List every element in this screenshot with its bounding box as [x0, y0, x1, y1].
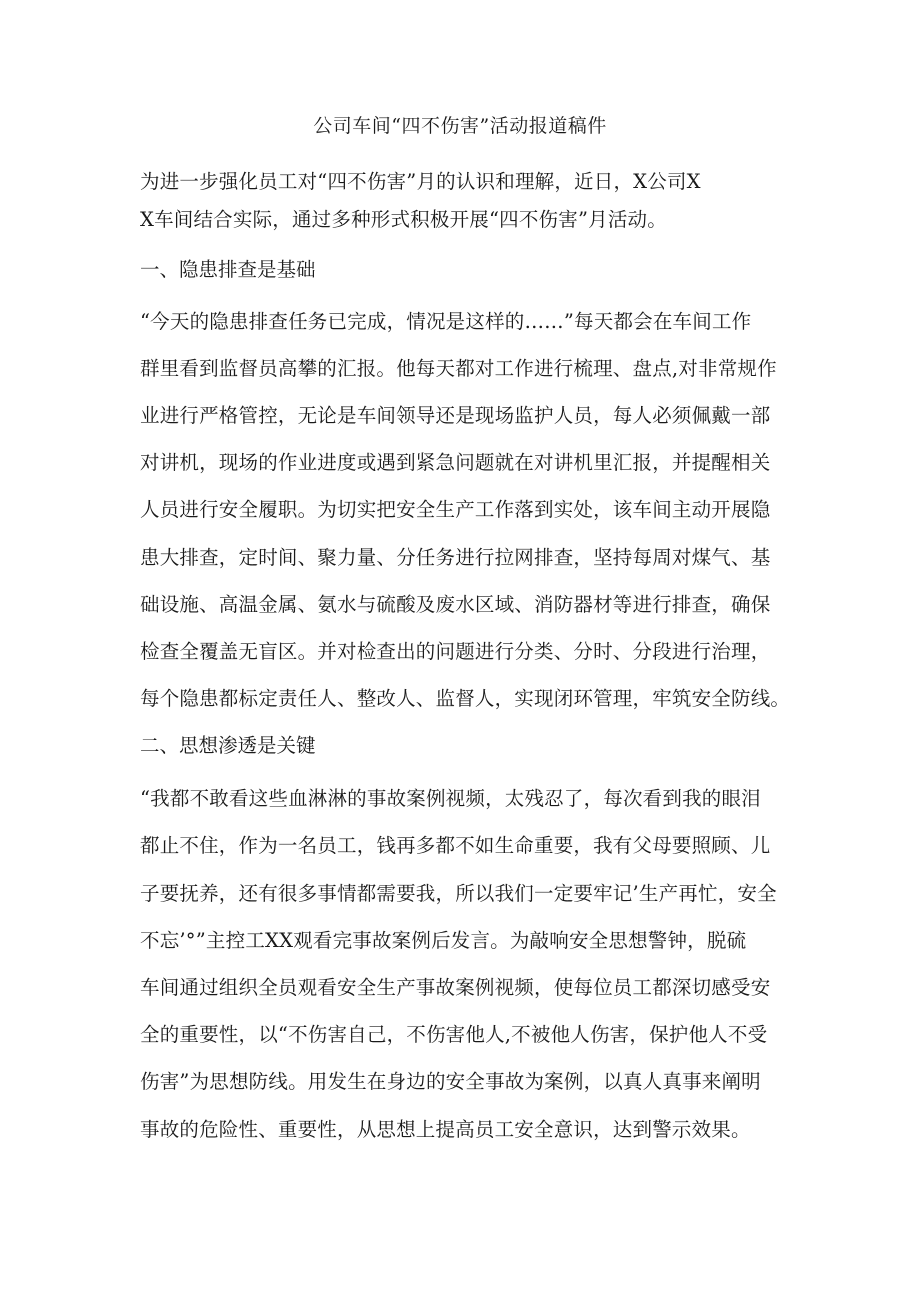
paragraph-line: 不忘’°”主控工XX观看完事故案例后发言。为敲响安全思想警钟，脱硫 — [140, 929, 747, 952]
intro-line: X车间结合实际，通过多种形式积极开展“四不伤害”月活动。 — [140, 208, 667, 231]
paragraph-line: 都止不住，作为一名员工，钱再多都不如生命重要，我有父母要照顾、儿 — [140, 834, 771, 857]
intro-line: 为进一步强化员工对“四不伤害”月的认识和理解，近日，X公司X — [140, 170, 701, 193]
paragraph-line: “今天的隐患排查任务已完成，情况是这样的……”每天都会在车间工作 — [140, 310, 752, 333]
paragraph-line: 群里看到监督员高攀的汇报。他每天都对工作进行梳理、盘点,对非常规作 — [140, 357, 777, 380]
paragraph-line: 事故的危险性、重要性，从思想上提高员工安全意识，达到警示效果。 — [140, 1118, 751, 1141]
paragraph-line: 业进行严格管控，无论是车间领导还是现场监护人员，每人必须佩戴一部 — [140, 404, 771, 427]
section-heading: 一、隐患排查是基础 — [140, 258, 316, 281]
paragraph-line: 患大排查，定时间、聚力量、分任务进行拉网排查，坚持每周对煤气、基 — [140, 546, 771, 569]
paragraph-line: 每个隐患都标定责任人、整改人、监督人，实现闭环管理，牢筑安全防线。 — [140, 687, 791, 710]
paragraph-line: 人员进行安全履职。为切实把安全生产工作落到实处，该车间主动开展隐 — [140, 498, 771, 521]
paragraph-line: 对讲机，现场的作业进度或遇到紧急问题就在对讲机里汇报，并提醒相关 — [140, 451, 771, 474]
paragraph-line: “我都不敢看这些血淋淋的事故案例视频，太残忍了，每次看到我的眼泪 — [140, 787, 761, 810]
paragraph-line: 子要抚养，还有很多事情都需要我，所以我们一定要牢记’生产再忙，安全 — [140, 882, 777, 905]
paragraph-line: 车间通过组织全员观看安全生产事故案例视频，使每位员工都深切感受安 — [140, 976, 771, 999]
paragraph-line: 全的重要性，以“不伤害自己，不伤害他人,不被他人伤害，保护他人不受 — [140, 1023, 768, 1046]
paragraph-line: 伤害”为思想防线。用发生在身边的安全事故为案例，以真人真事来阐明 — [140, 1070, 761, 1093]
document-title: 公司车间“四不伤害”活动报道稿件 — [313, 115, 607, 137]
section-heading: 二、思想渗透是关键 — [140, 734, 316, 757]
paragraph-line: 检查全覆盖无盲区。并对检查出的问题进行分类、分时、分段进行治理， — [140, 640, 771, 663]
paragraph-line: 础设施、高温金属、氨水与硫酸及废水区域、消防器材等进行排查，确保 — [140, 593, 771, 616]
